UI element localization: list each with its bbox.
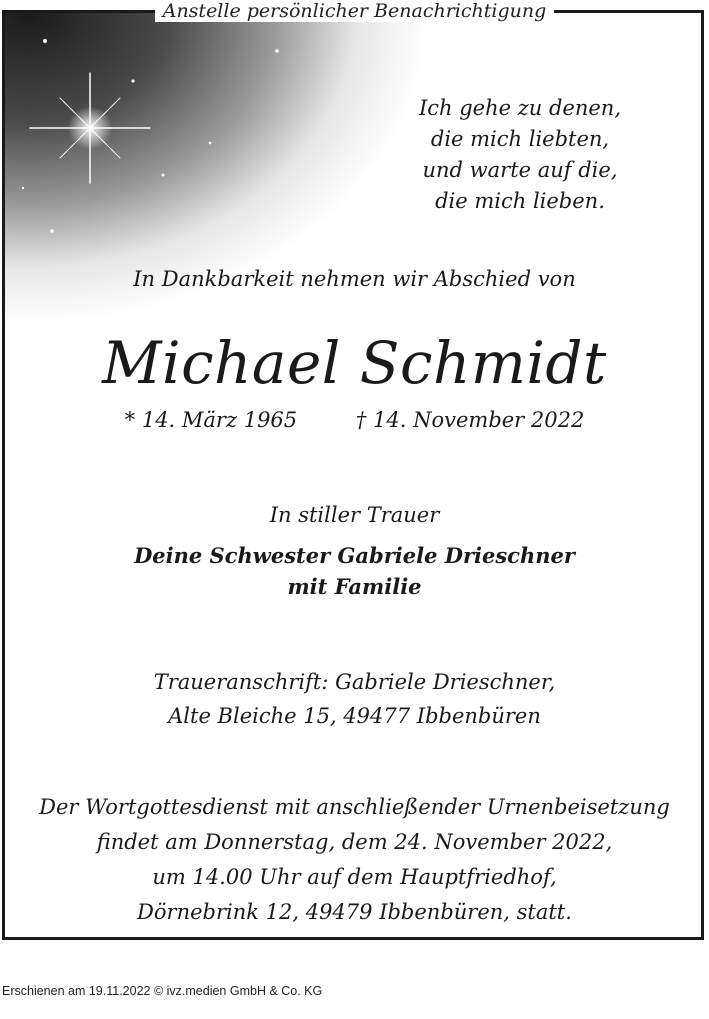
farewell-intro: In Dankbarkeit nehmen wir Abschied von bbox=[133, 267, 576, 291]
service-line: um 14.00 Uhr auf dem Hauptfriedhof, bbox=[152, 865, 557, 889]
poem-line: die mich liebten, bbox=[430, 127, 610, 151]
poem-line: Ich gehe zu denen, bbox=[418, 96, 622, 120]
life-dates bbox=[0, 408, 709, 432]
deceased-name: Michael Schmidt bbox=[102, 329, 607, 397]
poem bbox=[385, 93, 655, 217]
service-line: Der Wortgottesdienst mit anschließender Urnenbeisetzung bbox=[39, 795, 670, 819]
mourning-intro: In stiller Trauer bbox=[269, 503, 440, 527]
publication-footer: Erschienen am 19.11.2022 © ivz.medien GmbH & Co. KG bbox=[2, 984, 323, 998]
poem-line: und warte auf die, bbox=[422, 158, 618, 182]
mourning-address bbox=[0, 665, 709, 733]
address-line: Traueranschrift: Gabriele Drieschner, bbox=[153, 670, 556, 694]
notice-text: Anstelle persönlicher Benachrichtigung bbox=[155, 0, 555, 22]
notice-header bbox=[0, 0, 709, 22]
mourners bbox=[0, 540, 709, 602]
address-line: Alte Bleiche 15, 49477 Ibbenbüren bbox=[168, 704, 541, 728]
poem-line: die mich lieben. bbox=[435, 189, 605, 213]
birth-date: * 14. März 1965 bbox=[124, 408, 298, 432]
mourner-line: Deine Schwester Gabriele Drieschner bbox=[134, 543, 575, 568]
mourner-line: mit Familie bbox=[287, 574, 422, 599]
service-line: findet am Donnerstag, dem 24. November 2022, bbox=[96, 830, 613, 854]
death-date: † 14. November 2022 bbox=[355, 408, 585, 432]
service-line: Dörnebrink 12, 49479 Ibbenbüren, statt. bbox=[137, 900, 572, 924]
service-info bbox=[0, 790, 709, 930]
